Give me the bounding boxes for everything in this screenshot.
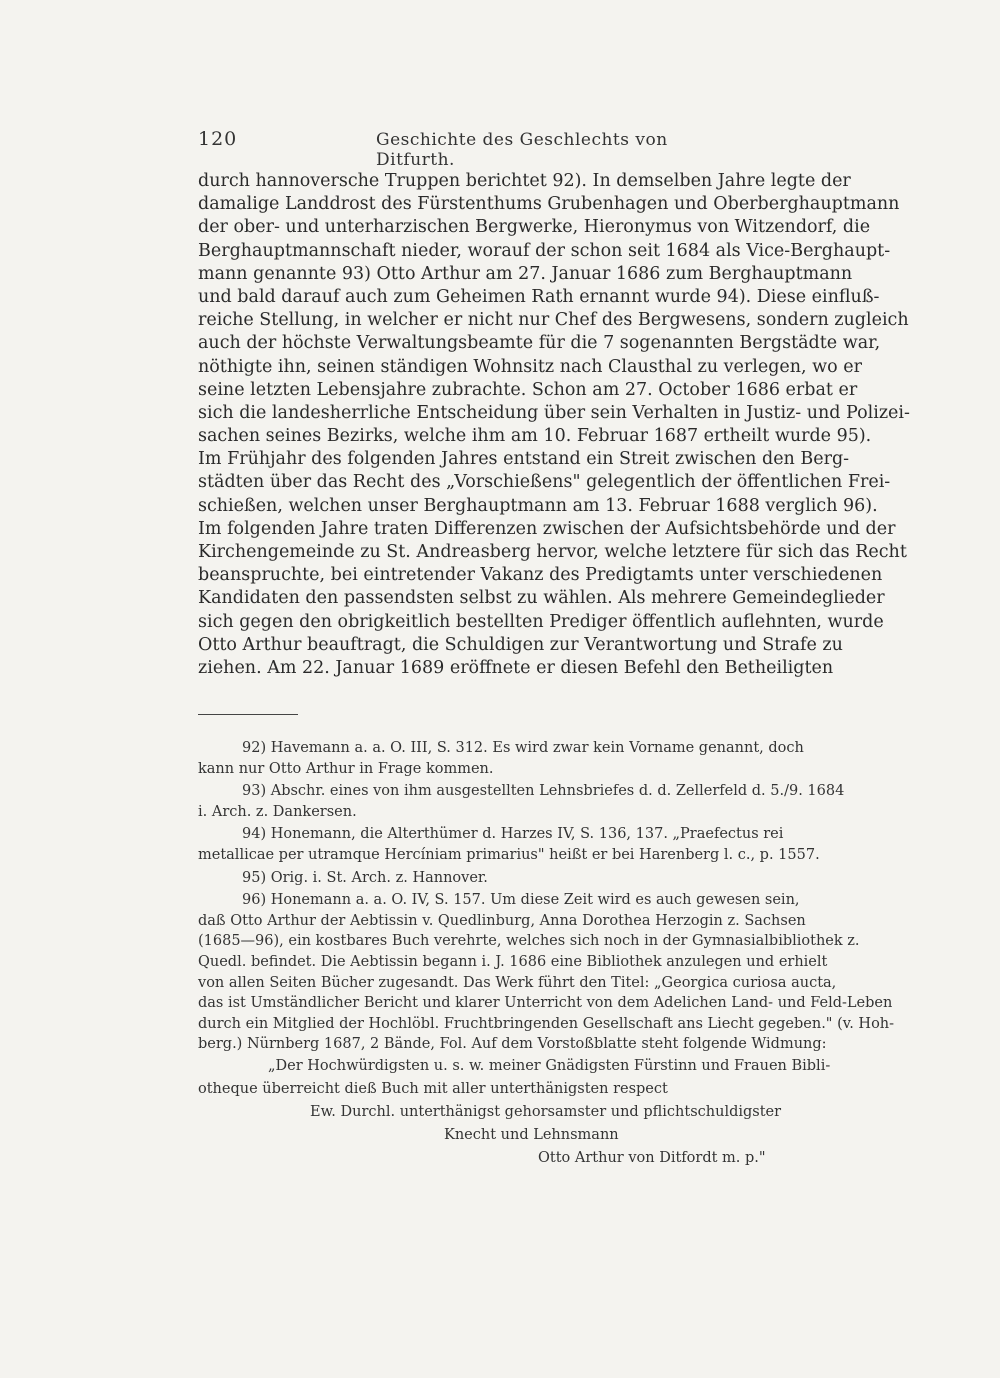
body-text	[198, 170, 910, 680]
footnotes	[198, 738, 895, 1170]
body-line: Im Frühjahr des folgenden Jahres entstand ein Streit zwischen den Berg-	[198, 449, 850, 470]
running-title: Geschichte des Geschlechts von Ditfurth.	[376, 130, 668, 170]
body-line: durch hannoversche Truppen berichtet 92). In demselben Jahre legte der	[198, 171, 851, 191]
body-line: schießen, welchen unser Berghauptmann am 13. Februar 1688 verglich 96).	[198, 495, 878, 516]
body-line: sich gegen den obrigkeitlich bestellten Prediger öffentlich auflehnten, wurde	[198, 611, 884, 632]
footnote-96-cont: daß Otto Arthur der Aebtissin v. Quedlinburg, Anna Dorothea Herzogin z. Sachsen	[198, 912, 806, 929]
footnote-separator	[198, 714, 298, 715]
body-line: damalige Landdrost des Fürstenthums Grubenhagen und Oberberghauptmann	[198, 194, 900, 215]
dedication-line-1: „Der Hochwürdigsten u. s. w. meiner Gnädigsten Fürstinn und Frauen Bibli-	[268, 1057, 831, 1074]
page-header	[198, 128, 708, 170]
footnote-96: 96) Honemann a. a. O. IV, S. 157. Um diese Zeit wird es auch gewesen sein,	[242, 892, 800, 909]
body-line: nöthigte ihn, seinen ständigen Wohnsitz nach Clausthal zu verlegen, wo er	[198, 356, 862, 377]
body-line: Berghauptmannschaft nieder, worauf der schon seit 1684 als Vice-Berghaupt-	[198, 240, 891, 261]
body-line: sachen seines Bezirks, welche ihm am 10. Februar 1687 ertheilt wurde 95).	[198, 426, 872, 447]
footnote-96-cont: das ist Umständlicher Bericht und klarer Unterricht von dem Adelichen Land- und Feld-Leben	[198, 995, 893, 1012]
body-line: Otto Arthur beauftragt, die Schuldigen zur Verantwortung und Strafe zu	[198, 634, 843, 655]
body-line: reiche Stellung, in welcher er nicht nur Chef des Bergwesens, sondern zugleich	[198, 310, 909, 331]
footnote-94: 94) Honemann, die Alterthümer d. Harzes IV, S. 136, 137. „Praefectus rei	[242, 826, 784, 843]
footnote-96-cont: (1685—96), ein kostbares Buch verehrte, welches sich noch in der Gymnasialbibliothek z.	[198, 933, 860, 950]
footnote-93: 93) Abschr. eines von ihm ausgestellten Lehnsbriefes d. d. Zellerfeld d. 5./9. 1684	[242, 783, 845, 800]
body-line: Kirchengemeinde zu St. Andreasberg hervor, welche letztere für sich das Recht	[198, 542, 907, 562]
dedication-line-3: Ew. Durchl. unterthänigst gehorsamster und pflichtschuldigster	[310, 1103, 782, 1120]
dedication-signature: Otto Arthur von Ditfordt m. p."	[538, 1149, 766, 1166]
body-line: mann genannte 93) Otto Arthur am 27. Januar 1686 zum Berghauptmann	[198, 263, 853, 284]
footnote-96-cont: Quedl. befindet. Die Aebtissin begann i. J. 1686 eine Bibliothek anzulegen und erhielt	[198, 953, 828, 970]
body-line: seine letzten Lebensjahre zubrachte. Schon am 27. October 1686 erbat er	[198, 379, 858, 400]
footnote-95: 95) Orig. i. St. Arch. z. Hannover.	[242, 869, 488, 886]
body-line: städten über das Recht des „Vorschießens" gelegentlich der öffentlichen Frei-	[198, 472, 891, 493]
footnote-96-cont: von allen Seiten Bücher zugesandt. Das Werk führt den Titel: „Georgica curiosa aucta,	[198, 974, 837, 991]
footnote-92: 92) Havemann a. a. O. III, S. 312. Es wird zwar kein Vorname genannt, doch	[242, 740, 804, 756]
body-line: auch der höchste Verwaltungsbeamte für die 7 sogenannten Bergstädte war,	[198, 333, 881, 354]
footnote-94-cont: metallicae per utramque Hercíniam primarius" heißt er bei Harenberg l. c., p. 1557.	[198, 846, 820, 863]
dedication-line-4: Knecht und Lehnsmann	[444, 1126, 619, 1143]
footnote-92-cont: kann nur Otto Arthur in Frage kommen.	[198, 760, 494, 777]
body-line: ziehen. Am 22. Januar 1689 eröffnete er diesen Befehl den Betheiligten	[198, 657, 834, 678]
dedication-line-2: otheque überreicht dieß Buch mit aller unterthänigsten respect	[198, 1080, 668, 1097]
body-line: beanspruchte, bei eintretender Vakanz des Predigtamts unter verschiedenen	[198, 565, 883, 586]
footnote-93-cont: i. Arch. z. Dankersen.	[198, 803, 357, 820]
body-line: Im folgenden Jahre traten Differenzen zwischen der Aufsichtsbehörde und der	[198, 518, 896, 539]
body-line: Kandidaten den passendsten selbst zu wählen. Als mehrere Gemeindeglieder	[198, 588, 885, 609]
page-number: 120	[198, 128, 238, 150]
body-line: der ober- und unterharzischen Bergwerke, Hieronymus von Witzendorf, die	[198, 217, 871, 238]
footnote-96-cont: berg.) Nürnberg 1687, 2 Bände, Fol. Auf dem Vorstoßblatte steht folgende Widmung:	[198, 1036, 827, 1053]
body-line: sich die landesherrliche Entscheidung über sein Verhalten in Justiz- und Polizei-	[198, 402, 910, 423]
body-line: und bald darauf auch zum Geheimen Rath ernannt wurde 94). Diese einfluß-	[198, 286, 880, 307]
footnote-96-cont: durch ein Mitglied der Hochlöbl. Fruchtbringenden Gesellschaft ans Liecht gegeben." (v. Hoh-	[198, 1015, 895, 1032]
